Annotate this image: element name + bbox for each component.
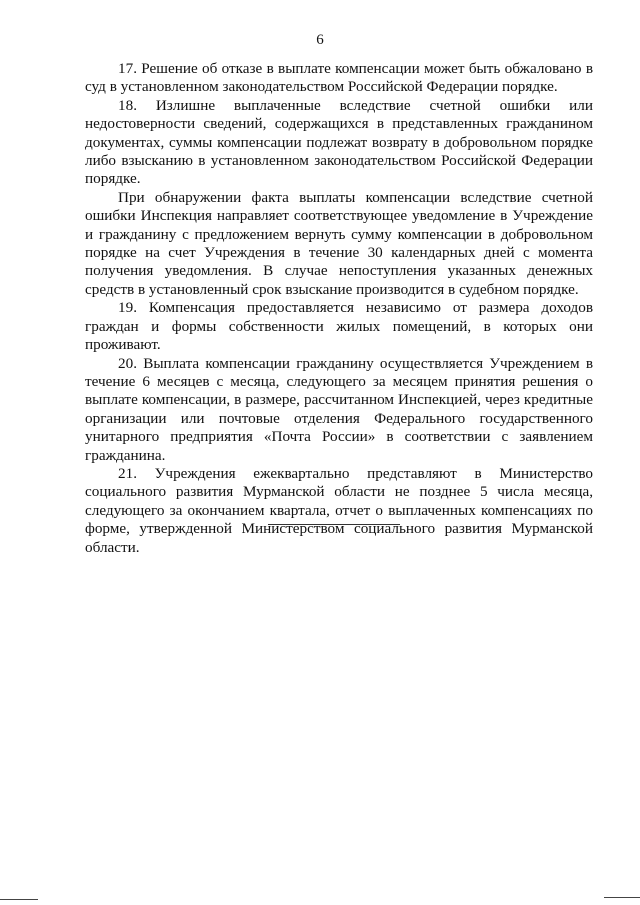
scan-edge-mark-left	[0, 899, 38, 900]
page-number: 6	[316, 32, 324, 48]
scan-edge-mark-right	[604, 897, 640, 898]
paragraph-20: 20. Выплата компенсации гражданину осуществляется Учреждением в течение 6 месяцев с месяца, следующего за месяцем принятия решения о выплате компенсации, в размере, рассчитанном Инспекцией, через кредитные организации или почтовые отделения Федерального государственного унитарного предприятия «Почта России» в соответствии с заявлением гражданина.	[85, 354, 593, 464]
document-body	[85, 60, 593, 557]
paragraph-17: 17. Решение об отказе в выплате компенсации может быть обжаловано в суд в установленном законодательством Российской Федерации порядке.	[85, 60, 593, 96]
paragraph-18-continuation: При обнаружении факта выплаты компенсации вследствие счетной ошибки Инспекция направляет соответствующее уведомление в Учреждение и гражданину с предложением вернуть сумму компенсации в добровольном порядке на счет Учреждения в течение 30 календарных дней с момента получения уведомления. В случае непоступления указанных денежных средств в установленный срок взыскание производится в судебном порядке.	[85, 188, 593, 298]
end-of-document-line	[268, 524, 400, 525]
paragraph-21: 21. Учреждения ежеквартально представляют в Министерство социального развития Мурманской области не позднее 5 числа месяца, следующего за окончанием квартала, отчет о выплаченных компенсациях по форме, утвержденной Министерством социального развития Мурманской области.	[85, 464, 593, 556]
paragraph-19: 19. Компенсация предоставляется независимо от размера доходов граждан и формы собственности жилых помещений, в которых они проживают.	[85, 299, 593, 354]
paragraph-18: 18. Излишне выплаченные вследствие счетной ошибки или недостоверности сведений, содержащихся в представленных гражданином документах, суммы компенсации подлежат возврату в добровольном порядке либо взысканию в установленном законодательством Российской Федерации порядке.	[85, 96, 593, 188]
